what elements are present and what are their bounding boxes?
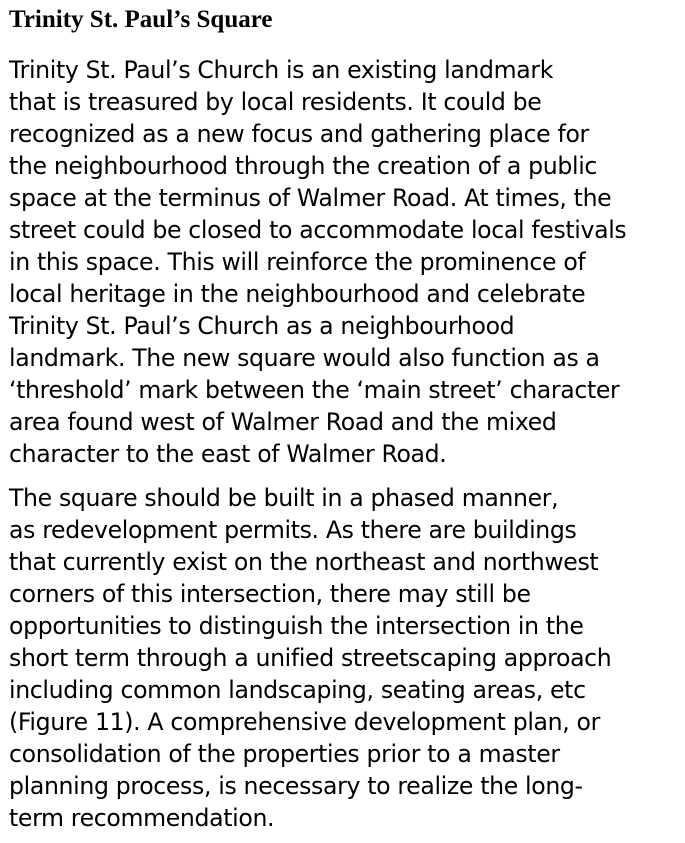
text-line: space at the terminus of Walmer Road. At times, the: [9, 184, 612, 212]
text-line: as redevelopment permits. As there are buildings: [9, 516, 577, 544]
text-line: local heritage in the neighbourhood and celebrate: [9, 280, 586, 308]
text-line: The square should be built in a phased manner,: [9, 484, 559, 512]
text-line: term recommendation.: [9, 804, 275, 832]
text-line: ‘threshold’ mark between the ‘main street’ character: [9, 376, 620, 404]
paragraph-2: [9, 482, 679, 834]
text-line: planning process, is necessary to realize the long-: [9, 772, 583, 800]
text-line: corners of this intersection, there may still be: [9, 580, 531, 608]
text-line: Trinity St. Paul’s Church as a neighbourhood: [9, 312, 515, 340]
text-line: landmark. The new square would also function as a: [9, 344, 600, 372]
text-line: that is treasured by local residents. It could be: [9, 88, 542, 116]
text-line: Trinity St. Paul’s Church is an existing landmark: [9, 56, 554, 84]
text-line: short term through a unified streetscaping approach: [9, 644, 612, 672]
text-line: consolidation of the properties prior to a master: [9, 740, 560, 768]
text-line: the neighbourhood through the creation of a public: [9, 152, 598, 180]
text-line: area found west of Walmer Road and the mixed: [9, 408, 557, 436]
document-page: [9, 0, 679, 834]
text-line: (Figure 11). A comprehensive development plan, or: [9, 708, 600, 736]
text-line: street could be closed to accommodate local festivals: [9, 216, 627, 244]
text-line: in this space. This will reinforce the prominence of: [9, 248, 586, 276]
section-heading: Trinity St. Paul’s Square: [9, 6, 273, 33]
text-line: character to the east of Walmer Road.: [9, 440, 447, 468]
text-line: opportunities to distinguish the intersection in the: [9, 612, 584, 640]
paragraph-1: [9, 54, 679, 470]
text-line: that currently exist on the northeast and northwest: [9, 548, 599, 576]
text-line: recognized as a new focus and gathering place for: [9, 120, 589, 148]
text-line: including common landscaping, seating areas, etc: [9, 676, 586, 704]
